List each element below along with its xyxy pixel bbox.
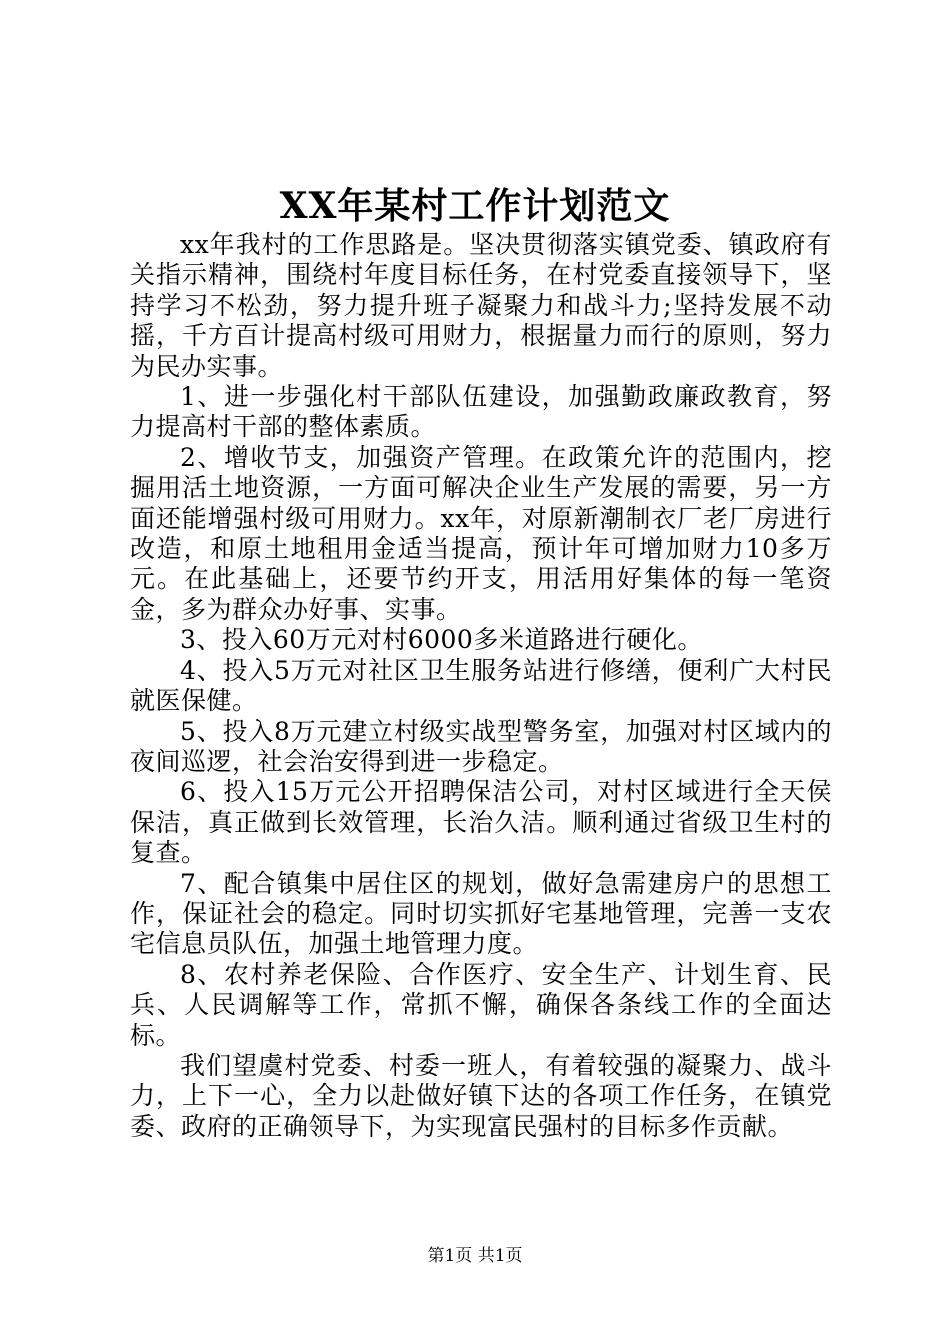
paragraph-item-7: 7、配合镇集中居住区的规划，做好急需建房户的思想工作，保证社会的稳定。同时切实抓好宅基地管理，完善一支农宅信息员队伍，加强土地管理力度。 bbox=[130, 868, 832, 959]
paragraph-item-1: 1、进一步强化村干部队伍建设，加强勤政廉政教育，努力提高村干部的整体素质。 bbox=[130, 382, 832, 442]
paragraph-item-5: 5、投入8万元建立村级实战型警务室，加强对村区域内的夜间巡逻，社会治安得到进一步稳定。 bbox=[130, 716, 832, 776]
paragraph-item-8: 8、农村养老保险、合作医疗、安全生产、计划生育、民兵、人民调解等工作，常抓不懈，确保各条线工作的全面达标。 bbox=[130, 959, 832, 1050]
page-number-footer: 第1页 共1页 bbox=[427, 1246, 523, 1266]
paragraph-item-6: 6、投入15万元公开招聘保洁公司，对村区域进行全天侯保洁，真正做到长效管理，长治久洁。顺利通过省级卫生村的复查。 bbox=[130, 777, 832, 868]
paragraph-item-3: 3、投入60万元对村6000多米道路进行硬化。 bbox=[180, 625, 703, 655]
document-title: XX年某村工作计划范文 bbox=[279, 185, 671, 227]
paragraph-intro: xx年我村的工作思路是。坚决贯彻落实镇党委、镇政府有关指示精神，围绕村年度目标任务，在村党委直接领导下，坚持学习不松劲，努力提升班子凝聚力和战斗力;坚持发展不动摇，千方百计提高村级可用财力，根据量力而行的原则，努力为民办实事。 bbox=[130, 230, 832, 381]
document-body bbox=[130, 230, 832, 1142]
paragraph-item-4: 4、投入5万元对社区卫生服务站进行修缮，便利广大村民就医保健。 bbox=[130, 655, 832, 716]
paragraph-item-2: 2、增收节支，加强资产管理。在政策允许的范围内，挖掘用活土地资源，一方面可解决企业生产发展的需要，另一方面还能增强村级可用财力。xx年，对原新潮制衣厂老厂房进行改造，和原土地租用金适当提高，预计年可增加财力10多万元。在此基础上，还要节约开支，用活用好集体的每一笔资金，多为群众办好事、实事。 bbox=[130, 442, 832, 624]
paragraph-conclusion: 我们望虞村党委、村委一班人，有着较强的凝聚力、战斗力，上下一心，全力以赴做好镇下达的各项工作任务，在镇党委、政府的正确领导下，为实现富民强村的目标多作贡献。 bbox=[130, 1050, 832, 1141]
